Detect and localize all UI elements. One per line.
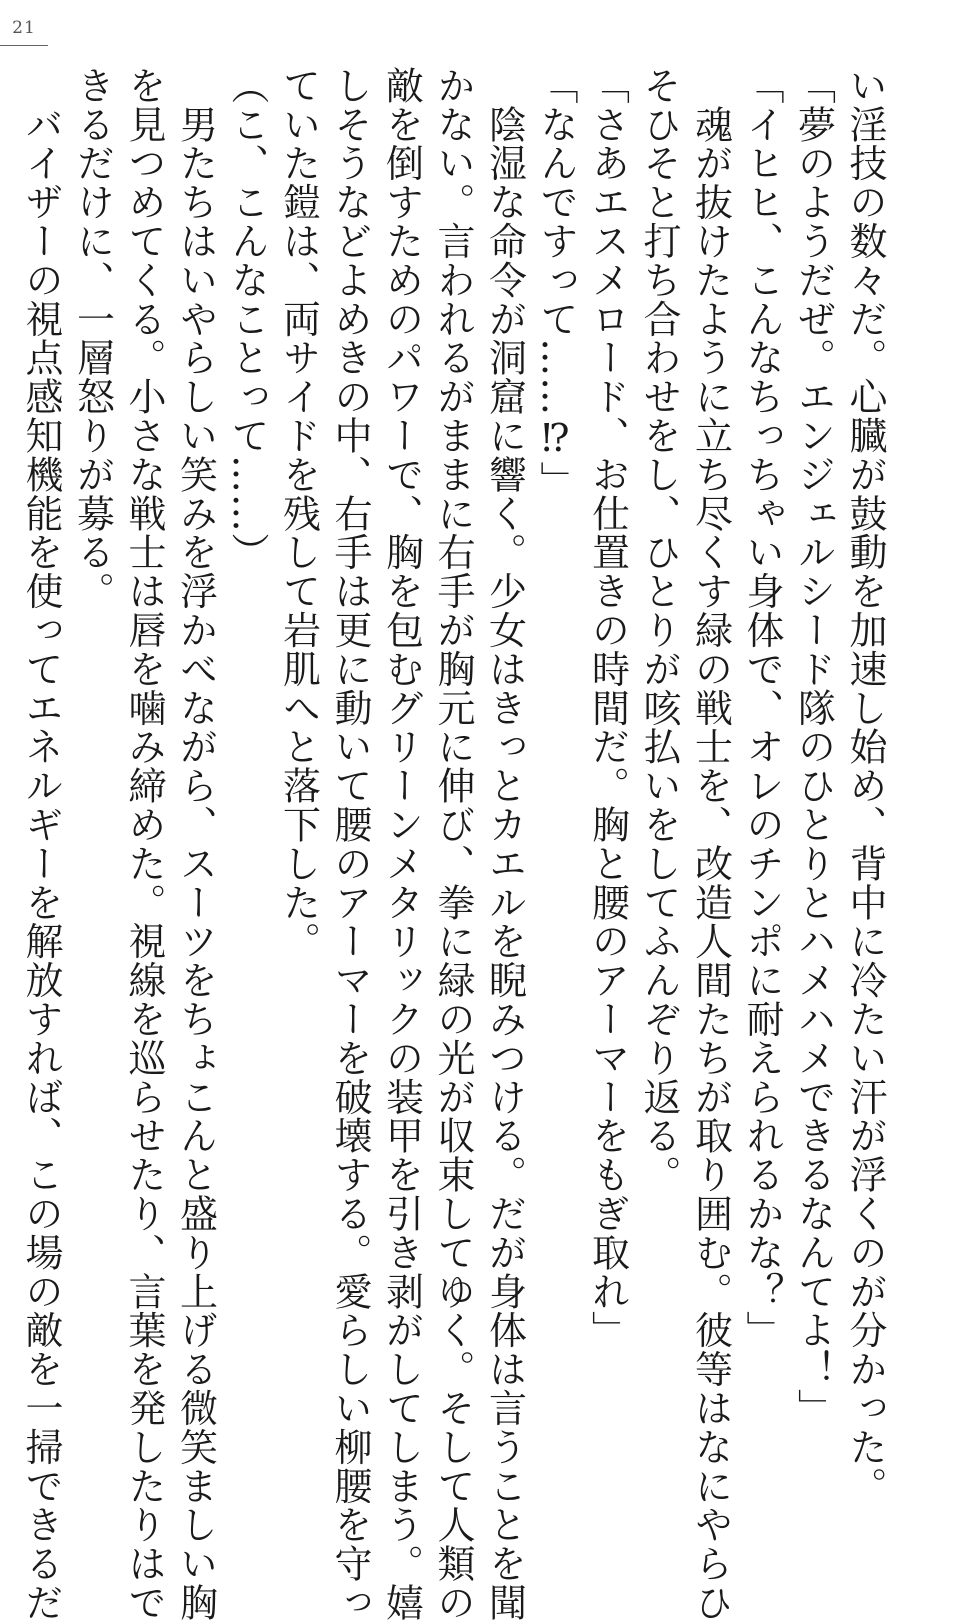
text-line: 魂が抜けたように立ち尽くす緑の戦士を、改造人間たちが取り囲む。彼等はなにやらひ (688, 66, 733, 1622)
text-line: 陰湿な命令が洞窟に響く。少女はきっとカエルを睨みつける。だが身体は言うことを聞 (482, 66, 527, 1622)
text-line: い淫技の数々だ。心臓が鼓動を加速し始め、背中に冷たい汗が浮くのが分かった。 (843, 66, 887, 1506)
text-line: 「なんですって……⁉」 (534, 66, 578, 500)
text-line: かない。言われるがままに右手が胸元に伸び、拳に緑の光が収束してゆく。そして人類の (431, 66, 475, 1622)
text-line: ていた鎧は、両サイドを残して岩肌へと落下した。 (276, 66, 321, 961)
novel-body-text (19, 66, 890, 1622)
text-line: （こ、こんなことって……） (225, 66, 269, 572)
text-line: きるだけに、一層怒りが募る。 (70, 66, 115, 611)
text-line: 敵を倒すためのパワーで、胸を包むグリーンメタリックの装甲を引き剥がしてしまう。嬉 (379, 66, 424, 1622)
text-line: 男たちはいやらしい笑みを浮かべながら、スーツをちょこんと盛り上げる微笑ましい胸 (173, 66, 218, 1622)
text-line: 「夢のようだぜ。エンジェルシード隊のひとりとハメハメできるなんてよ！」 (791, 66, 836, 1428)
text-line: しそうなどよめきの中、右手は更に動いて腰のアーマーを破壊する。愛らしい柳腰を守っ (328, 66, 372, 1622)
header-rule (0, 45, 48, 46)
text-line: 「さあエスメロード、お仕置きの時間だ。胸と腰のアーマーをもぎ取れ」 (585, 66, 630, 1350)
text-line: そひそと打ち合わせをし、ひとりが咳払いをしてふんぞり返る。 (637, 66, 681, 1195)
page-number: 21 (12, 18, 36, 38)
text-line: バイザーの視点感知機能を使ってエネルギーを解放すれば、この場の敵を一掃できるだ (19, 66, 63, 1622)
text-line: 「イヒヒ、こんなちっちゃい身体で、オレのチンポに耐えられるかな？」 (740, 66, 784, 1350)
text-line: を見つめてくる。小さな戦士は唇を噛み締めた。視線を巡らせたり、言葉を発したりはで (122, 66, 166, 1622)
